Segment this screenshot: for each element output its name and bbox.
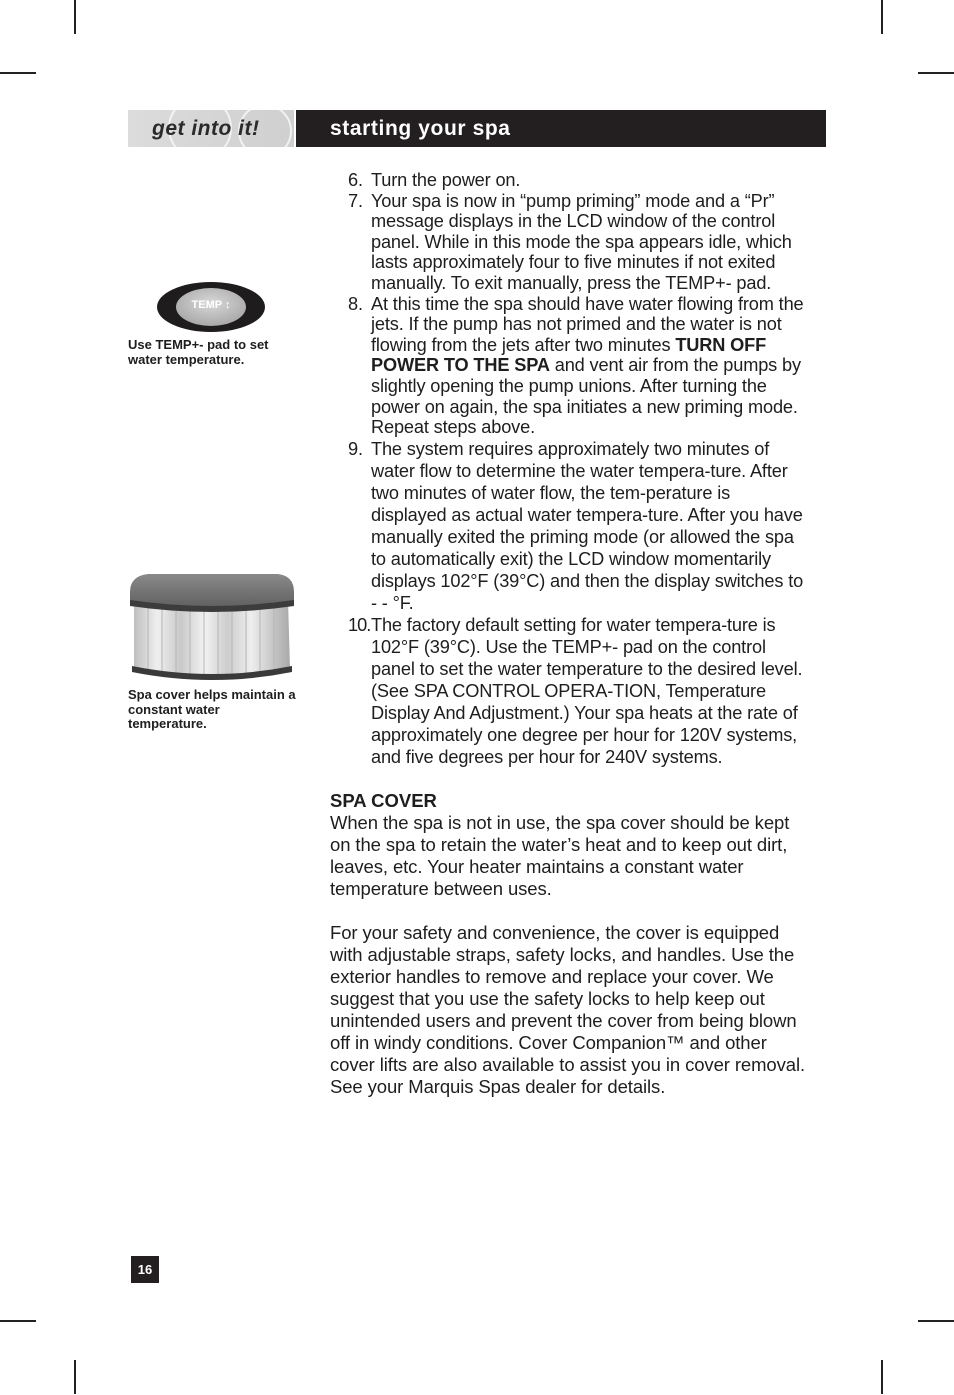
step-number: 10. — [348, 614, 371, 635]
list-item — [330, 438, 810, 614]
crop-mark — [0, 1320, 36, 1322]
step-text: The factory default setting for water tempera-ture is 102°F (39°C). Use the TEMP+- pad on the control panel to set the water temperature to the desired level. (See SPA CONTROL OPERA-TION, Temperature Display And Adjustment.) Your spa heats at the rate of approximately one degree per hour for 120V systems, and five degrees per hour for 240V systems. — [371, 614, 803, 767]
spa-cover-paragraph: When the spa is not in use, the spa cover should be kept on the spa to retain the water’s heat and to keep out dirt, leaves, etc. Your heater maintains a constant water temperature between uses. — [330, 811, 790, 899]
list-item — [330, 294, 810, 438]
power-off-warning: TURN OFF POWER TO THE SPA — [371, 334, 767, 376]
step-text: The system requires approximately two minutes of water flow to determine the water tempera-ture. After two minutes of water flow, the tem-perature is displayed as actual water tempera-ture. After you have manually exited the priming mode (or allowed the spa to automatically exit) the LCD window momentarily displays 102°F (39°C) and then the display switches to - - °F. — [371, 438, 804, 613]
section-label: get into it! — [152, 117, 260, 140]
step-text-part: and vent air from the pumps by slightly opening the pump unions. After turning the power on again, the spa initiates a new priming mode. Repeat steps above. — [371, 355, 801, 438]
crop-mark — [74, 1360, 76, 1394]
crop-mark — [918, 1320, 954, 1322]
step-text: Your spa is now in “pump priming” mode and a “Pr” message displays in the LCD window of the control panel. While in this mode the spa appears idle, which lasts approximately four to five minutes if not exited manually. To exit manually, press the TEMP+- pad. — [371, 190, 792, 293]
section-tab — [128, 110, 294, 147]
page-title: starting your spa — [330, 117, 511, 140]
list-item — [330, 191, 810, 294]
crop-mark — [918, 72, 954, 74]
spa-cover-heading: SPA COVER — [330, 789, 437, 811]
crop-mark — [74, 0, 76, 34]
temp-button-label: TEMP ↕ — [191, 299, 231, 311]
crop-mark — [881, 0, 883, 34]
step-number: 8. — [348, 293, 363, 314]
crop-mark — [881, 1360, 883, 1394]
page-number: 16 — [131, 1256, 159, 1283]
crop-mark — [0, 72, 36, 74]
step-text: Turn the power on. — [371, 170, 521, 190]
step-number: 6. — [348, 170, 363, 190]
step-number: 9. — [348, 438, 363, 459]
main-content — [330, 170, 810, 1098]
temp-pad-figure — [156, 281, 266, 333]
spa-cover-paragraph: For your safety and convenience, the cover is equipped with adjustable straps, safety locks, and handles. Use the exterior handles to remove and replace your cover. We suggest that you use the safety locks to help keep out unintended users and prevent the cover from being blown off in windy conditions. Cover Companion™ and other cover lifts are also available to assist you in cover removal. See your Marquis Spas dealer for details. — [330, 921, 806, 1097]
page-header — [128, 110, 826, 147]
step-text — [371, 294, 810, 438]
step-number: 7. — [348, 190, 363, 211]
spa-cover-figure — [128, 570, 296, 682]
temp-pad-caption: Use TEMP+- pad to set water temperature. — [128, 337, 269, 367]
spa-cover-caption: Spa cover helps maintain a constant water temperature. — [128, 687, 296, 731]
step-text-part: At this time the spa should have water flowing from the jets. If the pump has not primed and the water is not flowing from the jets after two minutes — [371, 293, 804, 355]
title-bar — [296, 110, 826, 147]
startup-steps-list — [330, 170, 810, 768]
list-item — [330, 170, 810, 191]
list-item — [330, 614, 810, 768]
